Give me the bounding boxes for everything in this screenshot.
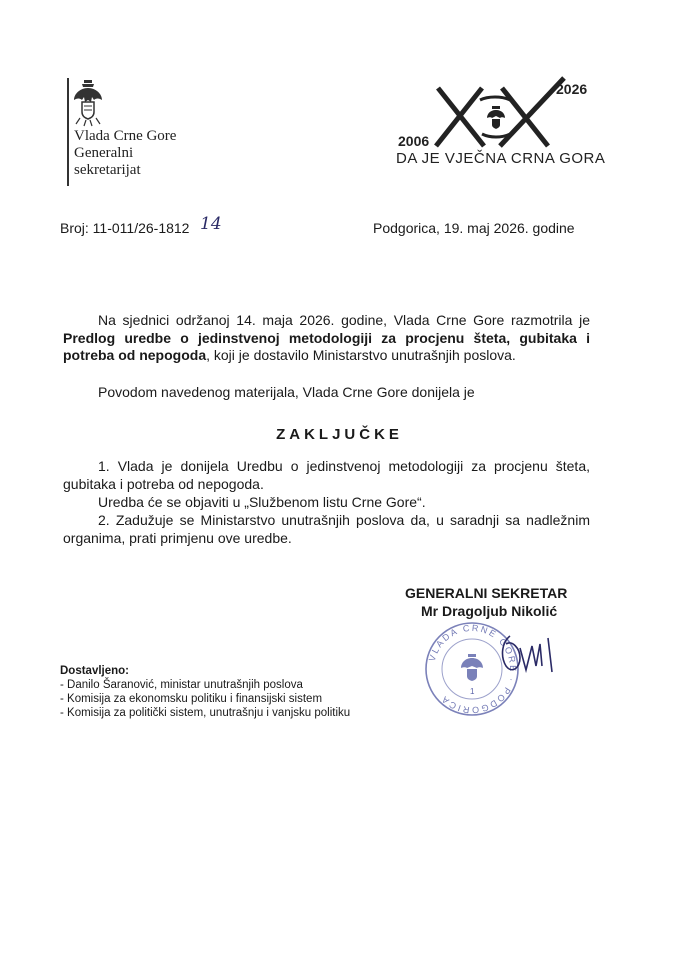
intro-bold-title: Predlog uredbe o jedinstvenoj metodologiji za procjenu šteta, gubitaka i potreba od nepogoda bbox=[63, 329, 590, 363]
signature-title: GENERALNI SEKRETAR bbox=[405, 585, 568, 601]
stamp-text: VLADA CRNE GORE · PODGORICA bbox=[426, 622, 519, 716]
svg-text:14: 14 bbox=[200, 214, 222, 234]
distribution-item-1: - Danilo Šaranović, ministar unutrašnjih poslova bbox=[60, 679, 303, 691]
logo-year-start: 2006 bbox=[398, 133, 430, 149]
logo-tagline: DA JE VJEČNA CRNA GORA bbox=[396, 150, 606, 167]
small-crest-icon bbox=[487, 106, 505, 129]
stamp-number: 1 bbox=[470, 687, 475, 696]
intro-paragraph bbox=[63, 312, 590, 365]
document-number: Broj: 11-011/26-1812 bbox=[60, 220, 190, 236]
povodom-paragraph: Povodom navedenog materijala, Vlada Crne Gore donijela je bbox=[98, 384, 475, 400]
org-line-3: sekretarijat bbox=[74, 162, 141, 178]
org-line-2: Generalni bbox=[74, 145, 134, 161]
conclusion-item-1-publication: Uredba će se objaviti u „Službenom listu Crne Gore“. bbox=[98, 494, 426, 510]
intro-text-before: Na sjednici održanoj 14. maja 2026. godine, Vlada Crne Gore razmotrila je bbox=[98, 312, 590, 328]
montenegro-crest-icon bbox=[70, 76, 106, 128]
header-divider-line bbox=[67, 78, 69, 186]
distribution-heading: Dostavljeno: bbox=[60, 665, 130, 677]
distribution-item-3: - Komisija za politički sistem, unutrašnju i vanjsku politiku bbox=[60, 707, 351, 719]
place-and-date: Podgorica, 19. maj 2026. godine bbox=[373, 220, 575, 236]
logo-year-end: 2026 bbox=[556, 81, 588, 97]
distribution-item-2: - Komisija za ekonomsku politiku i finansijski sistem bbox=[60, 693, 323, 705]
handwritten-signature bbox=[490, 628, 560, 683]
conclusion-item-2: 2. Zadužuje se Ministarstvo unutrašnjih poslova da, u saradnji sa nadležnim organima, prati primjenu ove uredbe. bbox=[63, 512, 590, 546]
intro-text-after: , koji je dostavilo Ministarstvo unutrašnjih poslova. bbox=[206, 347, 516, 363]
conclusions-heading: ZAKLJUČKE bbox=[276, 426, 403, 443]
organization-name bbox=[74, 128, 176, 179]
handwritten-number bbox=[198, 212, 226, 234]
org-line-1: Vlada Crne Gore bbox=[74, 128, 177, 144]
signatory-name: Mr Dragoljub Nikolić bbox=[421, 603, 558, 619]
stamp-crest-icon bbox=[461, 654, 483, 681]
conclusion-item-1: 1. Vlada je donijela Uredbu o jedinstvenoj metodologiji za procjenu šteta, gubitaka i potreba od nepogoda. bbox=[63, 458, 590, 492]
